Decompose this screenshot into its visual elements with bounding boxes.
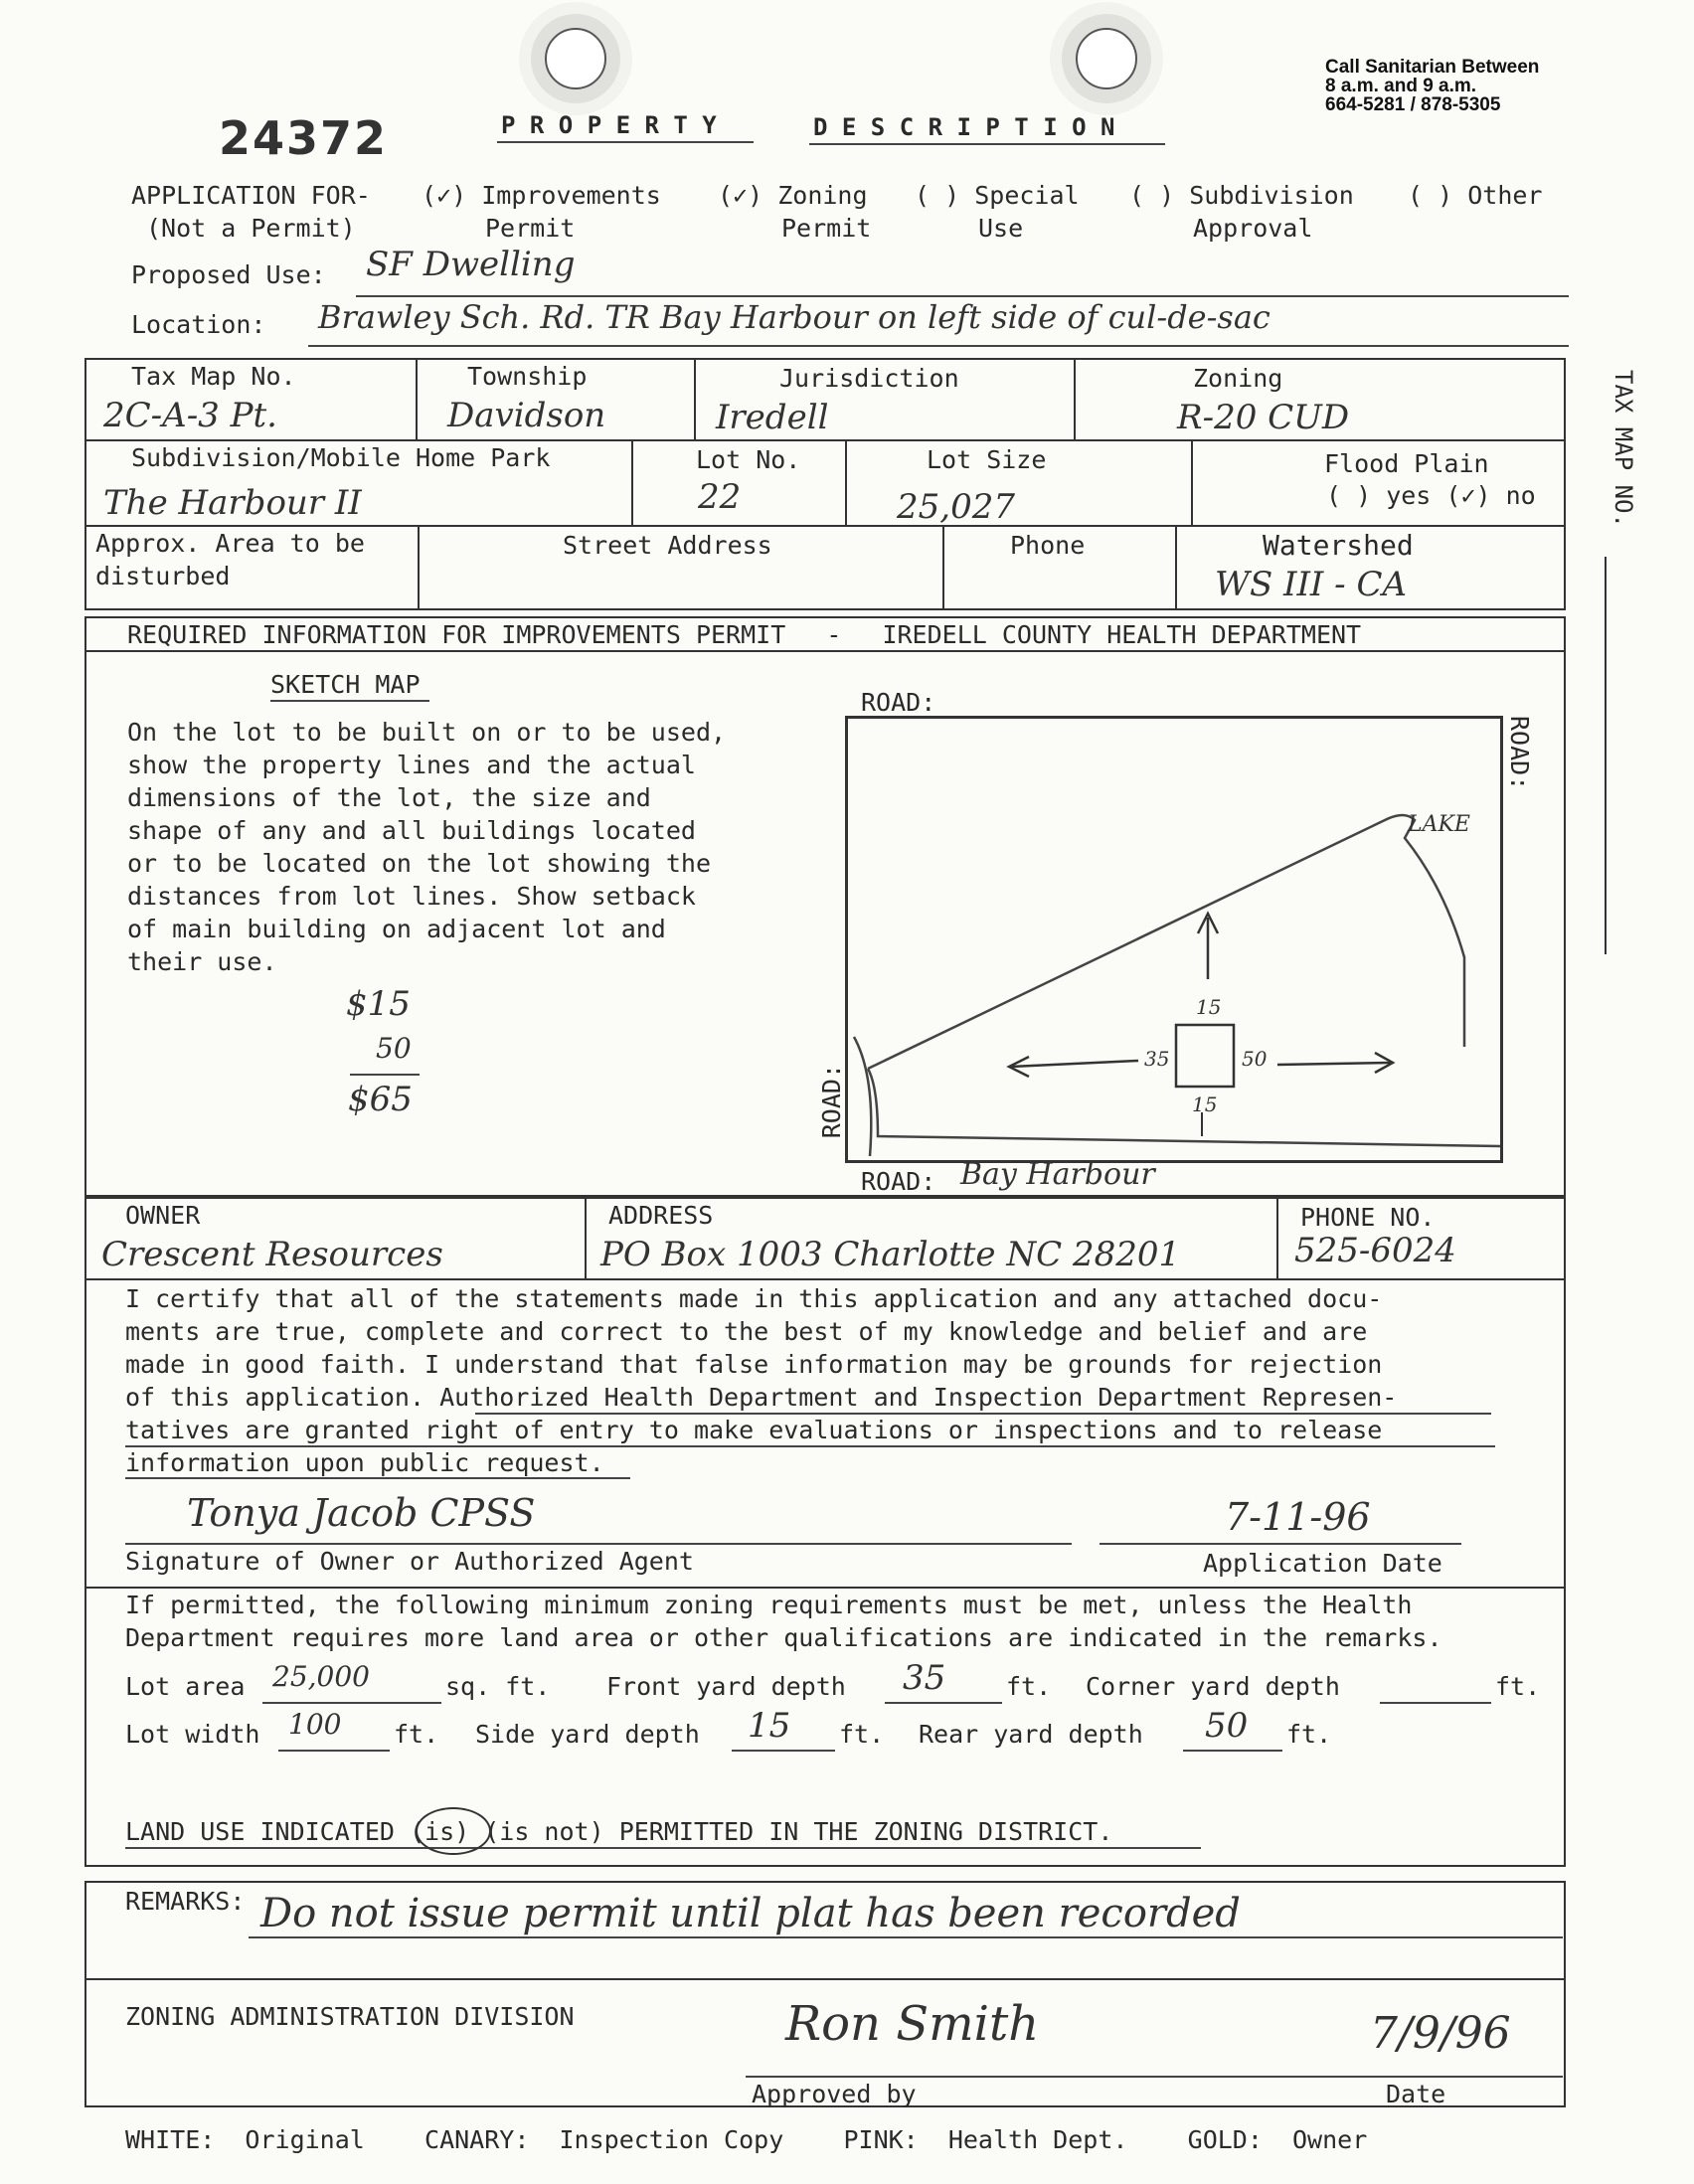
fee-note: $65 bbox=[348, 1080, 413, 1119]
option-label: Special bbox=[974, 181, 1080, 210]
flood-plain-options[interactable]: ( ) yes (✓) no bbox=[1326, 481, 1536, 510]
instruction-line: shape of any and all buildings located bbox=[127, 816, 696, 845]
road-right-label: ROAD: bbox=[1505, 716, 1534, 791]
certification-text bbox=[125, 1282, 1397, 1479]
area-label-line: disturbed bbox=[95, 562, 231, 590]
signature-value[interactable]: Tonya Jacob CPSS bbox=[187, 1491, 536, 1535]
township-value[interactable]: Davidson bbox=[447, 396, 606, 435]
option-label: Permit bbox=[781, 214, 872, 243]
option-label: Other bbox=[1467, 181, 1543, 210]
phone-label: Phone bbox=[1010, 531, 1086, 560]
lot-width-value[interactable]: 100 bbox=[288, 1708, 342, 1741]
checkbox-checked-icon[interactable]: (✓) bbox=[718, 181, 763, 210]
location-value[interactable]: Brawley Sch. Rd. TR Bay Harbour on left side of cul-de-sac bbox=[318, 298, 1270, 336]
subdivision-value[interactable]: The Harbour II bbox=[103, 483, 362, 523]
rear-yard-value[interactable]: 50 bbox=[1205, 1706, 1249, 1746]
checkbox-icon[interactable]: ( ) bbox=[915, 181, 960, 210]
option-label: Improvements bbox=[481, 181, 661, 210]
zoning-label: Zoning bbox=[1193, 364, 1283, 393]
instruction-line: their use. bbox=[127, 947, 277, 976]
street-address-label: Street Address bbox=[563, 531, 772, 560]
option-subdivision[interactable] bbox=[1129, 179, 1354, 245]
lot-no-label: Lot No. bbox=[696, 445, 801, 474]
certification-line: I certify that all of the statements made in this application and any attached docu- bbox=[125, 1284, 1383, 1313]
phone-no-value[interactable]: 525-6024 bbox=[1294, 1231, 1456, 1270]
proposed-use-value[interactable]: SF Dwelling bbox=[366, 245, 576, 284]
sanitarian-note bbox=[1325, 58, 1539, 114]
lot-area-value[interactable]: 25,000 bbox=[272, 1660, 370, 1693]
tax-map-value[interactable]: 2C-A-3 Pt. bbox=[103, 396, 277, 435]
lot-no-value[interactable]: 22 bbox=[698, 477, 742, 517]
lot-area-unit: sq. ft. bbox=[445, 1672, 551, 1701]
page-title-left: P R O P E R T Y bbox=[501, 111, 717, 139]
application-label-line: APPLICATION FOR- bbox=[131, 181, 371, 210]
instruction-line: distances from lot lines. Show setback bbox=[127, 882, 696, 911]
lake-label: LAKE bbox=[1408, 812, 1470, 837]
sketch-map-title: SKETCH MAP bbox=[270, 670, 421, 699]
application-date-value[interactable]: 7-11-96 bbox=[1225, 1495, 1371, 1539]
ft-unit: ft. bbox=[1286, 1720, 1332, 1749]
road-top-label: ROAD: bbox=[861, 688, 936, 717]
option-label: Approval bbox=[1193, 214, 1313, 243]
road-bottom-label: ROAD: bbox=[861, 1167, 936, 1196]
checkbox-icon[interactable]: ( ) bbox=[1408, 181, 1453, 210]
ft-unit: ft. bbox=[1006, 1672, 1052, 1701]
dim-right: 50 bbox=[1242, 1047, 1268, 1071]
certification-line: made in good faith. I understand that false information may be grounds for rejection bbox=[125, 1350, 1383, 1379]
zoning-intro-line: Department requires more land area or other qualifications are indicated in the remarks. bbox=[125, 1623, 1442, 1652]
form-number: 24372 bbox=[219, 111, 389, 165]
sanitarian-line: Call Sanitarian Between bbox=[1325, 57, 1540, 78]
front-yard-label: Front yard depth bbox=[606, 1672, 846, 1701]
application-date-label: Application Date bbox=[1203, 1549, 1442, 1578]
instruction-line: dimensions of the lot, the size and bbox=[127, 783, 651, 812]
instruction-line: or to be located on the lot showing the bbox=[127, 849, 711, 878]
corner-yard-label: Corner yard depth bbox=[1086, 1672, 1340, 1701]
watershed-label: Watershed bbox=[1263, 529, 1414, 562]
instruction-line: show the property lines and the actual bbox=[127, 751, 696, 779]
lot-size-value[interactable]: 25,027 bbox=[897, 487, 1015, 527]
ft-unit: ft. bbox=[839, 1720, 885, 1749]
area-disturbed-label bbox=[95, 527, 365, 592]
front-yard-value[interactable]: 35 bbox=[903, 1658, 946, 1698]
jurisdiction-label: Jurisdiction bbox=[779, 364, 959, 393]
option-other[interactable] bbox=[1408, 179, 1542, 212]
ft-unit: ft. bbox=[1495, 1672, 1541, 1701]
option-label: Use bbox=[978, 214, 1024, 243]
land-use-statement: LAND USE INDICATED (is) (is not) PERMITTED IN THE ZONING DISTRICT. bbox=[125, 1817, 1113, 1846]
side-yard-label: Side yard depth bbox=[475, 1720, 700, 1749]
fee-note: $15 bbox=[346, 984, 411, 1024]
sanitarian-line: 8 a.m. and 9 a.m. bbox=[1325, 76, 1477, 96]
approval-date-value[interactable]: 7/9/96 bbox=[1370, 2008, 1511, 2059]
approved-by-label: Approved by bbox=[752, 2080, 917, 2108]
side-yard-value[interactable]: 15 bbox=[748, 1706, 791, 1746]
zoning-intro bbox=[125, 1589, 1442, 1654]
approved-by-value[interactable]: Ron Smith bbox=[785, 1996, 1040, 2052]
copy-distribution-footer: WHITE: Original CANARY: Inspection Copy PINK: Health Dept. GOLD: Owner bbox=[125, 2125, 1368, 2154]
subdivision-label: Subdivision/Mobile Home Park bbox=[131, 443, 551, 472]
option-special-use[interactable] bbox=[915, 179, 1080, 245]
checkbox-checked-icon[interactable]: (✓) bbox=[422, 181, 467, 210]
remarks-label: REMARKS: bbox=[125, 1887, 246, 1916]
signature-label: Signature of Owner or Authorized Agent bbox=[125, 1547, 694, 1576]
option-label: Permit bbox=[485, 214, 576, 243]
application-label bbox=[131, 179, 371, 245]
instruction-line: of main building on adjacent lot and bbox=[127, 915, 666, 943]
punch-hole-right bbox=[1076, 28, 1137, 89]
page-title-right: D E S C R I P T I O N bbox=[813, 113, 1115, 141]
proposed-use-label: Proposed Use: bbox=[131, 260, 326, 289]
zoning-admin-division: ZONING ADMINISTRATION DIVISION bbox=[125, 2002, 575, 2031]
lot-width-label: Lot width bbox=[125, 1720, 260, 1749]
jurisdiction-value[interactable]: Iredell bbox=[716, 398, 829, 437]
approval-date-label: Date bbox=[1386, 2080, 1446, 2108]
location-label: Location: bbox=[131, 310, 266, 339]
watershed-value[interactable]: WS III - CA bbox=[1215, 565, 1408, 604]
zoning-intro-line: If permitted, the following minimum zoning requirements must be met, unless the Health bbox=[125, 1591, 1413, 1619]
punch-hole-left bbox=[545, 28, 606, 89]
zoning-value[interactable]: R-20 CUD bbox=[1177, 398, 1350, 437]
sketch-instructions bbox=[127, 716, 726, 978]
address-label: ADDRESS bbox=[608, 1201, 714, 1230]
sketch-map[interactable] bbox=[845, 716, 1503, 1163]
instruction-line: On the lot to be built on or to be used, bbox=[127, 718, 727, 747]
application-label-line: (Not a Permit) bbox=[146, 214, 356, 243]
lot-area-label: Lot area bbox=[125, 1672, 246, 1701]
fee-note: 50 bbox=[376, 1032, 412, 1065]
dim-top: 15 bbox=[1196, 995, 1222, 1019]
rear-yard-label: Rear yard depth bbox=[919, 1720, 1143, 1749]
remarks-value[interactable]: Do not issue permit until plat has been recorded bbox=[260, 1891, 1241, 1936]
address-value[interactable]: PO Box 1003 Charlotte NC 28201 bbox=[600, 1235, 1181, 1274]
dim-left: 35 bbox=[1144, 1047, 1170, 1071]
certification-line: tatives are granted right of entry to make evaluations or inspections and to release bbox=[125, 1416, 1383, 1444]
required-info-right: IREDELL COUNTY HEALTH DEPARTMENT bbox=[882, 620, 1362, 649]
option-label: Subdivision bbox=[1189, 181, 1354, 210]
certification-line: of this application. Authorized Health Department and Inspection Department Represen- bbox=[125, 1383, 1398, 1412]
certification-line: information upon public request. bbox=[125, 1448, 604, 1477]
owner-value[interactable]: Crescent Resources bbox=[101, 1235, 443, 1274]
owner-label: OWNER bbox=[125, 1201, 201, 1230]
phone-no-label: PHONE NO. bbox=[1300, 1203, 1436, 1232]
road-left-label: ROAD: bbox=[817, 1064, 846, 1139]
area-label-line: Approx. Area to be bbox=[95, 529, 365, 558]
option-improvements[interactable] bbox=[422, 179, 661, 245]
option-zoning[interactable] bbox=[718, 179, 871, 245]
required-info-sep: - bbox=[826, 620, 842, 649]
dim-bottom: 15 bbox=[1192, 1092, 1218, 1116]
certification-line: ments are true, complete and correct to the best of my knowledge and belief and are bbox=[125, 1317, 1368, 1346]
road-bottom-value[interactable]: Bay Harbour bbox=[960, 1157, 1155, 1192]
lot-size-label: Lot Size bbox=[927, 445, 1047, 474]
option-label: Zoning bbox=[777, 181, 868, 210]
required-info-left: REQUIRED INFORMATION FOR IMPROVEMENTS PERMIT bbox=[127, 620, 786, 649]
tax-map-label: Tax Map No. bbox=[131, 362, 296, 391]
township-label: Township bbox=[467, 362, 588, 391]
checkbox-icon[interactable]: ( ) bbox=[1129, 181, 1175, 210]
sanitarian-line: 664-5281 / 878-5305 bbox=[1325, 94, 1501, 115]
flood-plain-label: Flood Plain bbox=[1324, 449, 1489, 478]
is-circle-icon bbox=[416, 1807, 491, 1855]
required-info-header bbox=[127, 618, 1361, 651]
side-tax-map-label: TAX MAP NO. bbox=[1609, 370, 1637, 528]
ft-unit: ft. bbox=[394, 1720, 439, 1749]
sketch-drawing bbox=[848, 719, 1500, 1160]
